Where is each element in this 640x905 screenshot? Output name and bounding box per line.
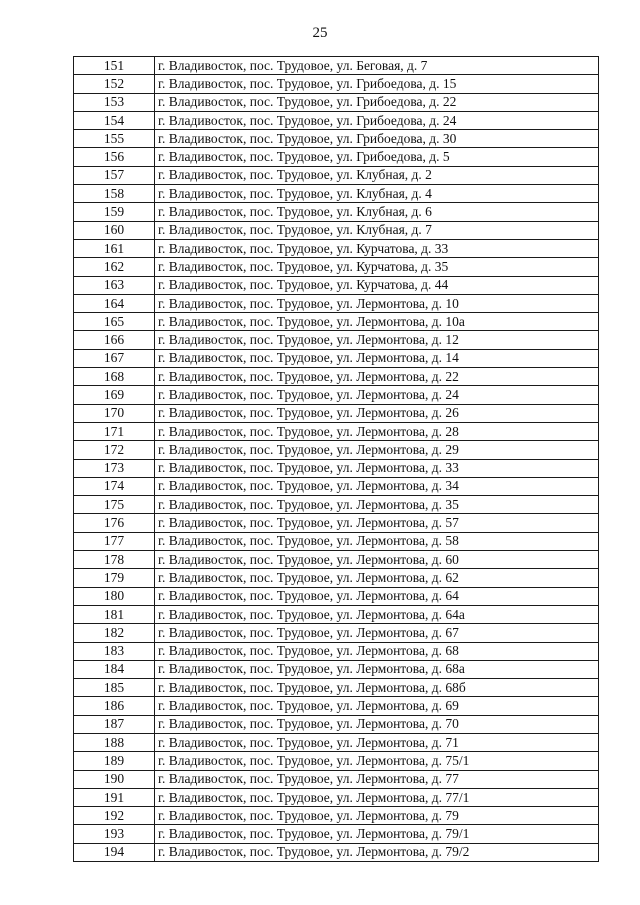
table-row <box>74 514 599 532</box>
table-row <box>74 770 599 788</box>
table-row <box>74 459 599 477</box>
row-number: 179 <box>74 569 155 587</box>
row-address: г. Владивосток, пос. Трудовое, ул. Лермонтова, д. 33 <box>155 459 599 477</box>
table-row <box>74 148 599 166</box>
table-row <box>74 386 599 404</box>
row-number: 171 <box>74 422 155 440</box>
row-address: г. Владивосток, пос. Трудовое, ул. Лермонтова, д. 57 <box>155 514 599 532</box>
row-address: г. Владивосток, пос. Трудовое, ул. Лермонтова, д. 79 <box>155 807 599 825</box>
row-address: г. Владивосток, пос. Трудовое, ул. Лермонтова, д. 67 <box>155 624 599 642</box>
table-row <box>74 605 599 623</box>
row-number: 163 <box>74 276 155 294</box>
row-number: 176 <box>74 514 155 532</box>
row-number: 194 <box>74 843 155 861</box>
table-row <box>74 715 599 733</box>
row-number: 160 <box>74 221 155 239</box>
row-number: 154 <box>74 111 155 129</box>
row-number: 175 <box>74 496 155 514</box>
row-address: г. Владивосток, пос. Трудовое, ул. Лермонтова, д. 60 <box>155 551 599 569</box>
row-number: 183 <box>74 642 155 660</box>
row-number: 153 <box>74 93 155 111</box>
row-number: 159 <box>74 203 155 221</box>
table-row <box>74 477 599 495</box>
row-number: 172 <box>74 441 155 459</box>
row-address: г. Владивосток, пос. Трудовое, ул. Грибоедова, д. 22 <box>155 93 599 111</box>
row-address: г. Владивосток, пос. Трудовое, ул. Беговая, д. 7 <box>155 57 599 75</box>
row-number: 173 <box>74 459 155 477</box>
table-row <box>74 551 599 569</box>
row-address: г. Владивосток, пос. Трудовое, ул. Грибоедова, д. 30 <box>155 130 599 148</box>
row-number: 181 <box>74 605 155 623</box>
page-number: 25 <box>312 25 328 41</box>
row-number: 193 <box>74 825 155 843</box>
table-row <box>74 57 599 75</box>
table-row <box>74 111 599 129</box>
row-number: 187 <box>74 715 155 733</box>
table-row <box>74 130 599 148</box>
row-address: г. Владивосток, пос. Трудовое, ул. Клубная, д. 7 <box>155 221 599 239</box>
table-row <box>74 660 599 678</box>
address-table <box>73 56 599 862</box>
table-row <box>74 276 599 294</box>
row-number: 174 <box>74 477 155 495</box>
row-address: г. Владивосток, пос. Трудовое, ул. Лермонтова, д. 77/1 <box>155 788 599 806</box>
table-row <box>74 788 599 806</box>
table-row <box>74 93 599 111</box>
row-number: 178 <box>74 551 155 569</box>
table-row <box>74 843 599 861</box>
row-number: 158 <box>74 185 155 203</box>
table-row <box>74 258 599 276</box>
row-number: 151 <box>74 57 155 75</box>
row-address: г. Владивосток, пос. Трудовое, ул. Лермонтова, д. 12 <box>155 331 599 349</box>
row-number: 180 <box>74 587 155 605</box>
table-row <box>74 349 599 367</box>
row-address: г. Владивосток, пос. Трудовое, ул. Лермонтова, д. 24 <box>155 386 599 404</box>
table-row <box>74 203 599 221</box>
row-address: г. Владивосток, пос. Трудовое, ул. Лермонтова, д. 64а <box>155 605 599 623</box>
table-row <box>74 422 599 440</box>
row-address: г. Владивосток, пос. Трудовое, ул. Лермонтова, д. 10 <box>155 294 599 312</box>
row-address: г. Владивосток, пос. Трудовое, ул. Лермонтова, д. 35 <box>155 496 599 514</box>
row-address: г. Владивосток, пос. Трудовое, ул. Лермонтова, д. 79/2 <box>155 843 599 861</box>
row-address: г. Владивосток, пос. Трудовое, ул. Лермонтова, д. 29 <box>155 441 599 459</box>
table-row <box>74 166 599 184</box>
row-address: г. Владивосток, пос. Трудовое, ул. Лермонтова, д. 69 <box>155 697 599 715</box>
table-row <box>74 825 599 843</box>
row-number: 184 <box>74 660 155 678</box>
row-address: г. Владивосток, пос. Трудовое, ул. Лермонтова, д. 79/1 <box>155 825 599 843</box>
row-address: г. Владивосток, пос. Трудовое, ул. Лермонтова, д. 77 <box>155 770 599 788</box>
row-address: г. Владивосток, пос. Трудовое, ул. Лермонтова, д. 71 <box>155 733 599 751</box>
table-row <box>74 294 599 312</box>
row-number: 182 <box>74 624 155 642</box>
table-row <box>74 752 599 770</box>
row-address: г. Владивосток, пос. Трудовое, ул. Лермонтова, д. 10а <box>155 313 599 331</box>
row-number: 185 <box>74 679 155 697</box>
table-row <box>74 239 599 257</box>
row-address: г. Владивосток, пос. Трудовое, ул. Лермонтова, д. 75/1 <box>155 752 599 770</box>
row-address: г. Владивосток, пос. Трудовое, ул. Лермонтова, д. 68б <box>155 679 599 697</box>
row-address: г. Владивосток, пос. Трудовое, ул. Лермонтова, д. 62 <box>155 569 599 587</box>
row-address: г. Владивосток, пос. Трудовое, ул. Курчатова, д. 35 <box>155 258 599 276</box>
row-address: г. Владивосток, пос. Трудовое, ул. Лермонтова, д. 64 <box>155 587 599 605</box>
table-row <box>74 221 599 239</box>
row-number: 162 <box>74 258 155 276</box>
table-row <box>74 441 599 459</box>
row-number: 191 <box>74 788 155 806</box>
row-number: 165 <box>74 313 155 331</box>
row-number: 161 <box>74 239 155 257</box>
row-number: 164 <box>74 294 155 312</box>
row-address: г. Владивосток, пос. Трудовое, ул. Клубная, д. 4 <box>155 185 599 203</box>
table-row <box>74 185 599 203</box>
table-row <box>74 807 599 825</box>
row-address: г. Владивосток, пос. Трудовое, ул. Лермонтова, д. 22 <box>155 368 599 386</box>
table-row <box>74 496 599 514</box>
row-number: 189 <box>74 752 155 770</box>
row-number: 167 <box>74 349 155 367</box>
row-address: г. Владивосток, пос. Трудовое, ул. Грибоедова, д. 24 <box>155 111 599 129</box>
row-address: г. Владивосток, пос. Трудовое, ул. Клубная, д. 2 <box>155 166 599 184</box>
table-row <box>74 368 599 386</box>
row-address: г. Владивосток, пос. Трудовое, ул. Курчатова, д. 33 <box>155 239 599 257</box>
row-address: г. Владивосток, пос. Трудовое, ул. Грибоедова, д. 15 <box>155 75 599 93</box>
row-number: 177 <box>74 532 155 550</box>
row-number: 170 <box>74 404 155 422</box>
table-row <box>74 532 599 550</box>
row-number: 152 <box>74 75 155 93</box>
table-row <box>74 569 599 587</box>
table-row <box>74 404 599 422</box>
row-address: г. Владивосток, пос. Трудовое, ул. Лермонтова, д. 70 <box>155 715 599 733</box>
table-row <box>74 624 599 642</box>
table-row <box>74 313 599 331</box>
table-row <box>74 642 599 660</box>
row-address: г. Владивосток, пос. Трудовое, ул. Лермонтова, д. 26 <box>155 404 599 422</box>
address-table-body <box>74 57 599 862</box>
row-address: г. Владивосток, пос. Трудовое, ул. Лермонтова, д. 68а <box>155 660 599 678</box>
row-number: 156 <box>74 148 155 166</box>
table-row <box>74 331 599 349</box>
table-row <box>74 679 599 697</box>
row-address: г. Владивосток, пос. Трудовое, ул. Лермонтова, д. 68 <box>155 642 599 660</box>
table-row <box>74 587 599 605</box>
row-address: г. Владивосток, пос. Трудовое, ул. Курчатова, д. 44 <box>155 276 599 294</box>
table-row <box>74 733 599 751</box>
row-number: 186 <box>74 697 155 715</box>
row-address: г. Владивосток, пос. Трудовое, ул. Клубная, д. 6 <box>155 203 599 221</box>
row-address: г. Владивосток, пос. Трудовое, ул. Лермонтова, д. 14 <box>155 349 599 367</box>
row-address: г. Владивосток, пос. Трудовое, ул. Лермонтова, д. 28 <box>155 422 599 440</box>
row-address: г. Владивосток, пос. Трудовое, ул. Лермонтова, д. 58 <box>155 532 599 550</box>
row-number: 192 <box>74 807 155 825</box>
row-number: 155 <box>74 130 155 148</box>
row-number: 169 <box>74 386 155 404</box>
table-row <box>74 697 599 715</box>
row-number: 157 <box>74 166 155 184</box>
row-number: 168 <box>74 368 155 386</box>
row-number: 190 <box>74 770 155 788</box>
row-address: г. Владивосток, пос. Трудовое, ул. Лермонтова, д. 34 <box>155 477 599 495</box>
row-number: 188 <box>74 733 155 751</box>
row-number: 166 <box>74 331 155 349</box>
table-row <box>74 75 599 93</box>
row-address: г. Владивосток, пос. Трудовое, ул. Грибоедова, д. 5 <box>155 148 599 166</box>
